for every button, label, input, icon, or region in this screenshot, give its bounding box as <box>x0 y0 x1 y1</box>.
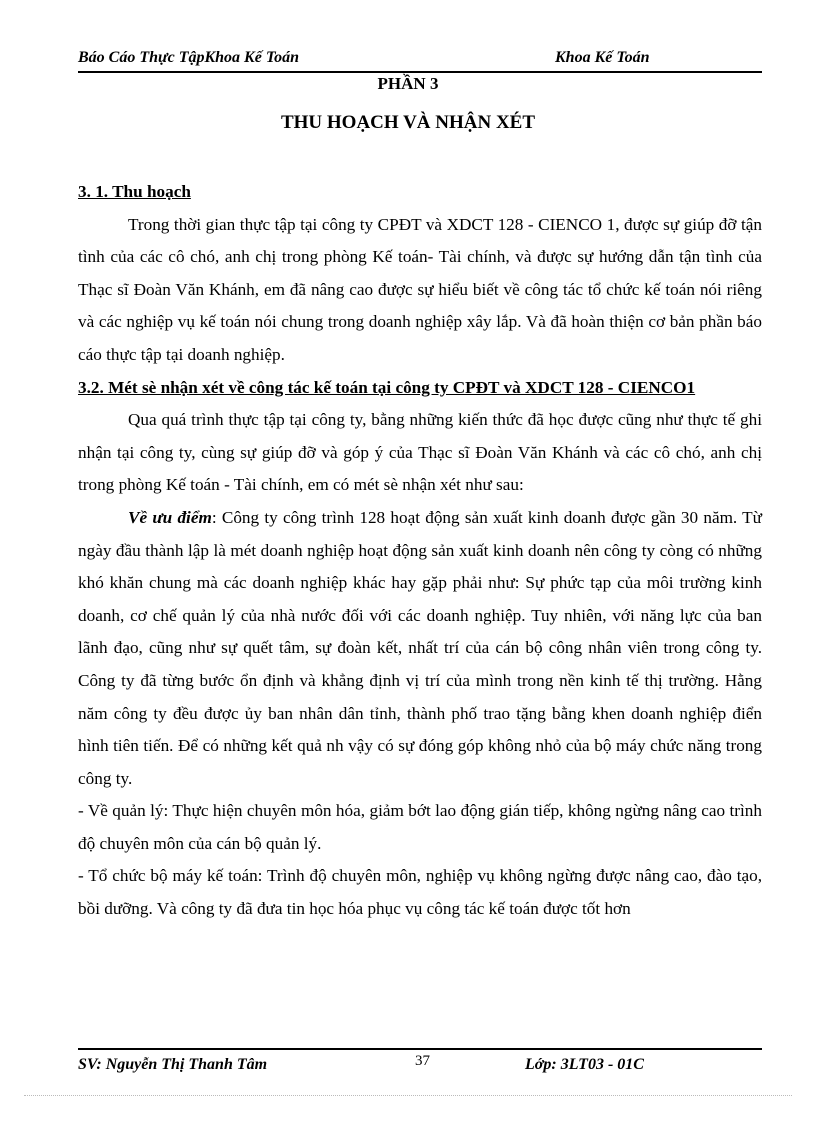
paragraph-1: Trong thời gian thực tập tại công ty CPĐT và XDCT 128 - CIENCO 1, được sự giúp đỡ tận tình của các cô chó, anh chị trong phòng Kế toán- Tài chính, và được sự hướng dẫn tận tình của Thạc sĩ Đoàn Văn Khánh, em đã nâng cao được sự hiểu biết về công tác tổ chức kế toán nói riêng và các nghiệp vụ kế toán nói chung trong doanh nghiệp xây lắp. Và đã hoàn thiện cơ bản phần báo cáo thực tập tại doanh nghiệp. <box>78 214 762 364</box>
advantage-label: Về ưu điểm <box>128 507 212 527</box>
document-body <box>78 176 762 926</box>
page-title: THU HOẠCH VÀ NHẬN XÉT <box>280 112 536 133</box>
header-right: Khoa Kế Toán <box>555 49 650 66</box>
paragraph-advantages <box>78 502 762 795</box>
bullet-accounting: - Tổ chức bộ máy kế toán: Trình độ chuyên môn, nghiệp vụ không ngừng được nâng cao, đào tạo, bồi dưỡng. Và công ty đã đưa tin học hóa phục vụ công tác kế toán được tốt hơn <box>78 866 762 919</box>
advantage-text: : Công ty công trình 128 hoạt động sản xuất kinh doanh được gần 30 năm. Từ ngày đầu thành lập là mét doanh nghiệp hoạt động sản xuất kinh doanh nên công ty còng có những khó khăn chung mà các doanh nghiệp khác hay gặp phải như: Sự phức tạp của môi trường kinh doanh, cơ chế quản lý của nhà nước đối với các doanh nghiệp. Tuy nhiên, với năng lực của ban lãnh đạo, cũng như sự quết tâm, sự đoàn kết, nhất trí của cán bộ công nhân viên trong công ty. Công ty đã từng bước ổn định và khẳng định vị trí của mình trong nền kinh tế thị trường. Hằng năm công ty đều được ủy ban nhân dân tỉnh, thành phố trao tặng bằng khen doanh nghiệp điển hình tiên tiến. Để có những kết quả nh vậy có sự đóng góp không nhỏ của bộ máy chức năng trong công ty. <box>78 507 762 788</box>
bullet-management: - Về quản lý: Thực hiện chuyên môn hóa, giảm bớt lao động gián tiếp, không ngừng nâng cao trình độ chuyên môn của cán bộ quản lý. <box>78 801 762 853</box>
page-number: 37 <box>415 1053 430 1069</box>
page-footer <box>78 1048 762 1080</box>
page-bottom-divider <box>24 1095 792 1096</box>
footer-student: SV: Nguyễn Thị Thanh Tâm <box>78 1056 268 1073</box>
section-heading-1: 3. 1. Thu hoạch <box>78 182 191 201</box>
header-left: Báo Cáo Thực TậpKhoa Kế Toán <box>78 49 300 66</box>
part-heading: PHẦN 3 <box>377 74 439 93</box>
paragraph-2: Qua quá trình thực tập tại công ty, bằng những kiến thức đã học được cũng như thực tế ghi nhận tại công ty, cùng sự giúp đỡ và góp ý của Thạc sĩ Đoàn Văn Khánh và các cô chó, anh chị trong phòng Kế toán - Tài chính, em có mét sè nhận xét như sau: <box>78 410 762 495</box>
footer-class: Lớp: 3LT03 - 01C <box>525 1056 644 1073</box>
section-heading-2: 3.2. Mét sè nhận xét về công tác kế toán tại công ty CPĐT và XDCT 128 - CIENCO1 <box>78 377 696 397</box>
page-header <box>78 49 762 73</box>
